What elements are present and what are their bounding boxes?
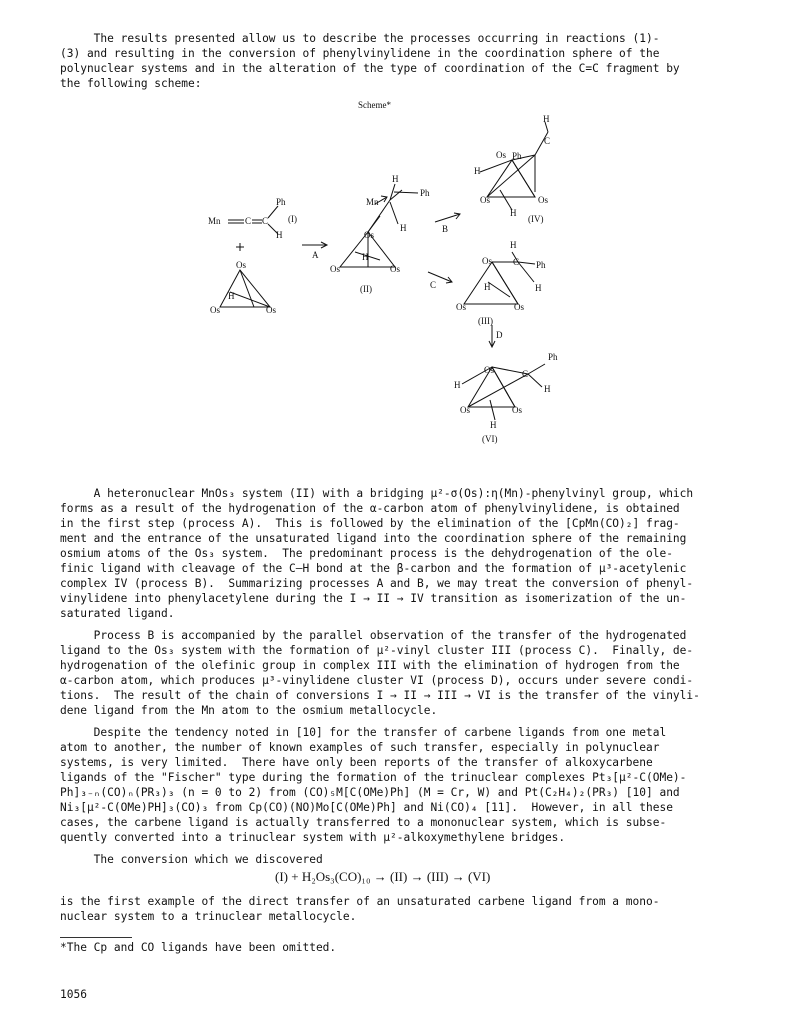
text-line: (3) and resulting in the conversion of phenylvinylidene in the coordination sphere of the <box>60 47 660 60</box>
text-line: in the first step (process A). This is followed by the elimination of the [CpMn(CO)₂] frag- <box>60 517 680 530</box>
footnote-rule <box>60 937 132 938</box>
atom-label: H <box>535 283 542 293</box>
atom-label: H <box>228 291 235 301</box>
text-line: systems, is very limited. There have only been reports of the transfer of alkoxycarbene <box>60 756 653 769</box>
text-line: Ni₃[μ²-C(OMe)PH]₃(CO)₃ from Cp(CO)(NO)Mo[C(OMe)Ph] and Ni(CO)₄ [11]. However, in all these <box>60 801 673 814</box>
atom-label: Os <box>538 195 549 205</box>
text-line: α-carbon atom, which produces μ³-vinylidene cluster VI (process D), occurs under severe condi- <box>60 674 694 687</box>
text-line: is the first example of the direct transfer of an unsaturated carbene ligand from a mono- <box>60 895 660 908</box>
atom-label: Os <box>364 230 375 240</box>
atom-label: Os <box>236 260 247 270</box>
atom-label: Os <box>210 305 221 315</box>
text-line: forms as a result of the hydrogenation of the α-carbon atom of phenylvinylidene, is obtained <box>60 502 680 515</box>
atom-label: Mn <box>366 197 379 207</box>
text-line: dene ligand from the Mn atom to the osmium metallocycle. <box>60 704 438 717</box>
atom-label: H <box>510 208 517 218</box>
text-line: The conversion which we discovered <box>60 853 323 866</box>
text-line: The results presented allow us to describe the processes occurring in reactions (1)- <box>60 32 660 45</box>
text-line: saturated ligand. <box>60 607 175 620</box>
atom-label: H <box>454 380 461 390</box>
footnote: *The Cp and CO ligands have been omitted. <box>60 941 337 954</box>
text-line: ligand to the Os₃ system with the formation of μ²-vinyl cluster III (process C). Finally, de- <box>60 644 694 657</box>
text-line: finic ligand with cleavage of the C—H bond at the β-carbon and the formation of μ³-acetylenic <box>60 562 687 575</box>
text-line: cases, the carbene ligand is actually transferred to a mononuclear system, which is subse- <box>60 816 667 829</box>
scheme-title: Scheme* <box>358 100 391 110</box>
atom-label: Os <box>482 256 493 266</box>
text-line: ligands of the "Fischer" type during the formation of the trinuclear complexes Pt₃[μ²-C(OMe)- <box>60 771 687 784</box>
compound-label: (II) <box>360 284 372 294</box>
atom-label: Ph <box>276 197 286 207</box>
text-line: Ph]₃₋ₙ(CO)ₙ(PR₃)₃ (n = 0 to 2) from (CO)₅M[C(OMe)Ph] (M = Cr, W) and Pt(C₂H₄)₂(PR₃) [10] and <box>60 786 680 799</box>
compound-label: (I) <box>288 214 297 224</box>
atom-label: C <box>522 369 529 379</box>
atom-label: Os <box>514 302 525 312</box>
atom-label: Os <box>484 365 495 375</box>
atom-label: Os <box>480 195 491 205</box>
atom-label: H <box>484 282 491 292</box>
atom-label: H <box>392 174 399 184</box>
text-line: Process B is accompanied by the parallel observation of the transfer of the hydrogenated <box>60 629 687 642</box>
text-line: vinylidene into phenylacetylene during the I → II → IV transition as isomerization of the un- <box>60 592 687 605</box>
atom-label: C <box>262 216 269 226</box>
compound-label: (III) <box>478 316 493 326</box>
text-line: hydrogenation of the olefinic group in complex III with the elimination of hydrogen from the <box>60 659 680 672</box>
atom-label: H <box>474 166 481 176</box>
atom-label: Os <box>330 264 341 274</box>
text-line: tions. The result of the chain of conversions I → II → III → VI is the transfer of the vinyli- <box>60 689 700 702</box>
atom-label: H <box>276 230 283 240</box>
reaction-scheme <box>190 92 610 472</box>
atom-label: C <box>245 216 252 226</box>
process-label: D <box>496 330 503 340</box>
compound-label: (IV) <box>528 214 544 224</box>
atom-label: C <box>513 257 520 267</box>
atom-label: Ph <box>536 260 546 270</box>
text-line: osmium atoms of the Os₃ system. The predominant process is the dehydrogenation of the ole- <box>60 547 673 560</box>
atom-label: Os <box>266 305 277 315</box>
atom-label: H <box>544 384 551 394</box>
text-line: the following scheme: <box>60 77 202 90</box>
text-line: ment and the entrance of the unsaturated ligand into the coordination sphere of the remaining <box>60 532 687 545</box>
text-line: quently converted into a trinuclear system with μ²-alkoxymethylene bridges. <box>60 831 566 844</box>
atom-label: C <box>544 136 551 146</box>
atom-label: Ph <box>420 188 430 198</box>
process-label: C <box>430 280 437 290</box>
text-line: Despite the tendency noted in [10] for the transfer of carbene ligands from one metal <box>60 726 667 739</box>
atom-label: H <box>543 114 550 124</box>
text-line: atom to another, the number of known examples of such transfer, especially in polynuclear <box>60 741 660 754</box>
atom-label: H <box>490 420 497 430</box>
text-line: nuclear system to a trinuclear metallocycle. <box>60 910 357 923</box>
atom-label: H <box>362 252 369 262</box>
compound-label: (VI) <box>482 434 498 444</box>
atom-label: Os <box>460 405 471 415</box>
text-line: polynuclear systems and in the alteration of the type of coordination of the C=C fragment by <box>60 62 680 75</box>
text-line: complex IV (process B). Summarizing processes A and B, we may treat the conversion of phenyl- <box>60 577 694 590</box>
process-label: A <box>312 250 319 260</box>
atom-label: Mn <box>208 216 221 226</box>
atom-label: Os <box>390 264 401 274</box>
page-number: 1056 <box>60 988 87 1001</box>
process-label: B <box>442 224 449 234</box>
reaction-equation: (I) + H₂Os₃(CO)₁₀ → (II) → (III) → (VI) <box>275 869 491 884</box>
atom-label: Os <box>456 302 467 312</box>
atom-label: Os <box>496 150 507 160</box>
atom-label: Ph <box>512 151 522 161</box>
atom-label: Ph <box>548 352 558 362</box>
atom-label: Os <box>512 405 523 415</box>
text-line: A heteronuclear MnOs₃ system (II) with a bridging μ²-σ(Os):η(Mn)-phenylvinyl group, which <box>60 487 694 500</box>
atom-label: H <box>510 240 517 250</box>
scheme-diagram <box>190 92 610 472</box>
atom-label: H <box>400 223 407 233</box>
